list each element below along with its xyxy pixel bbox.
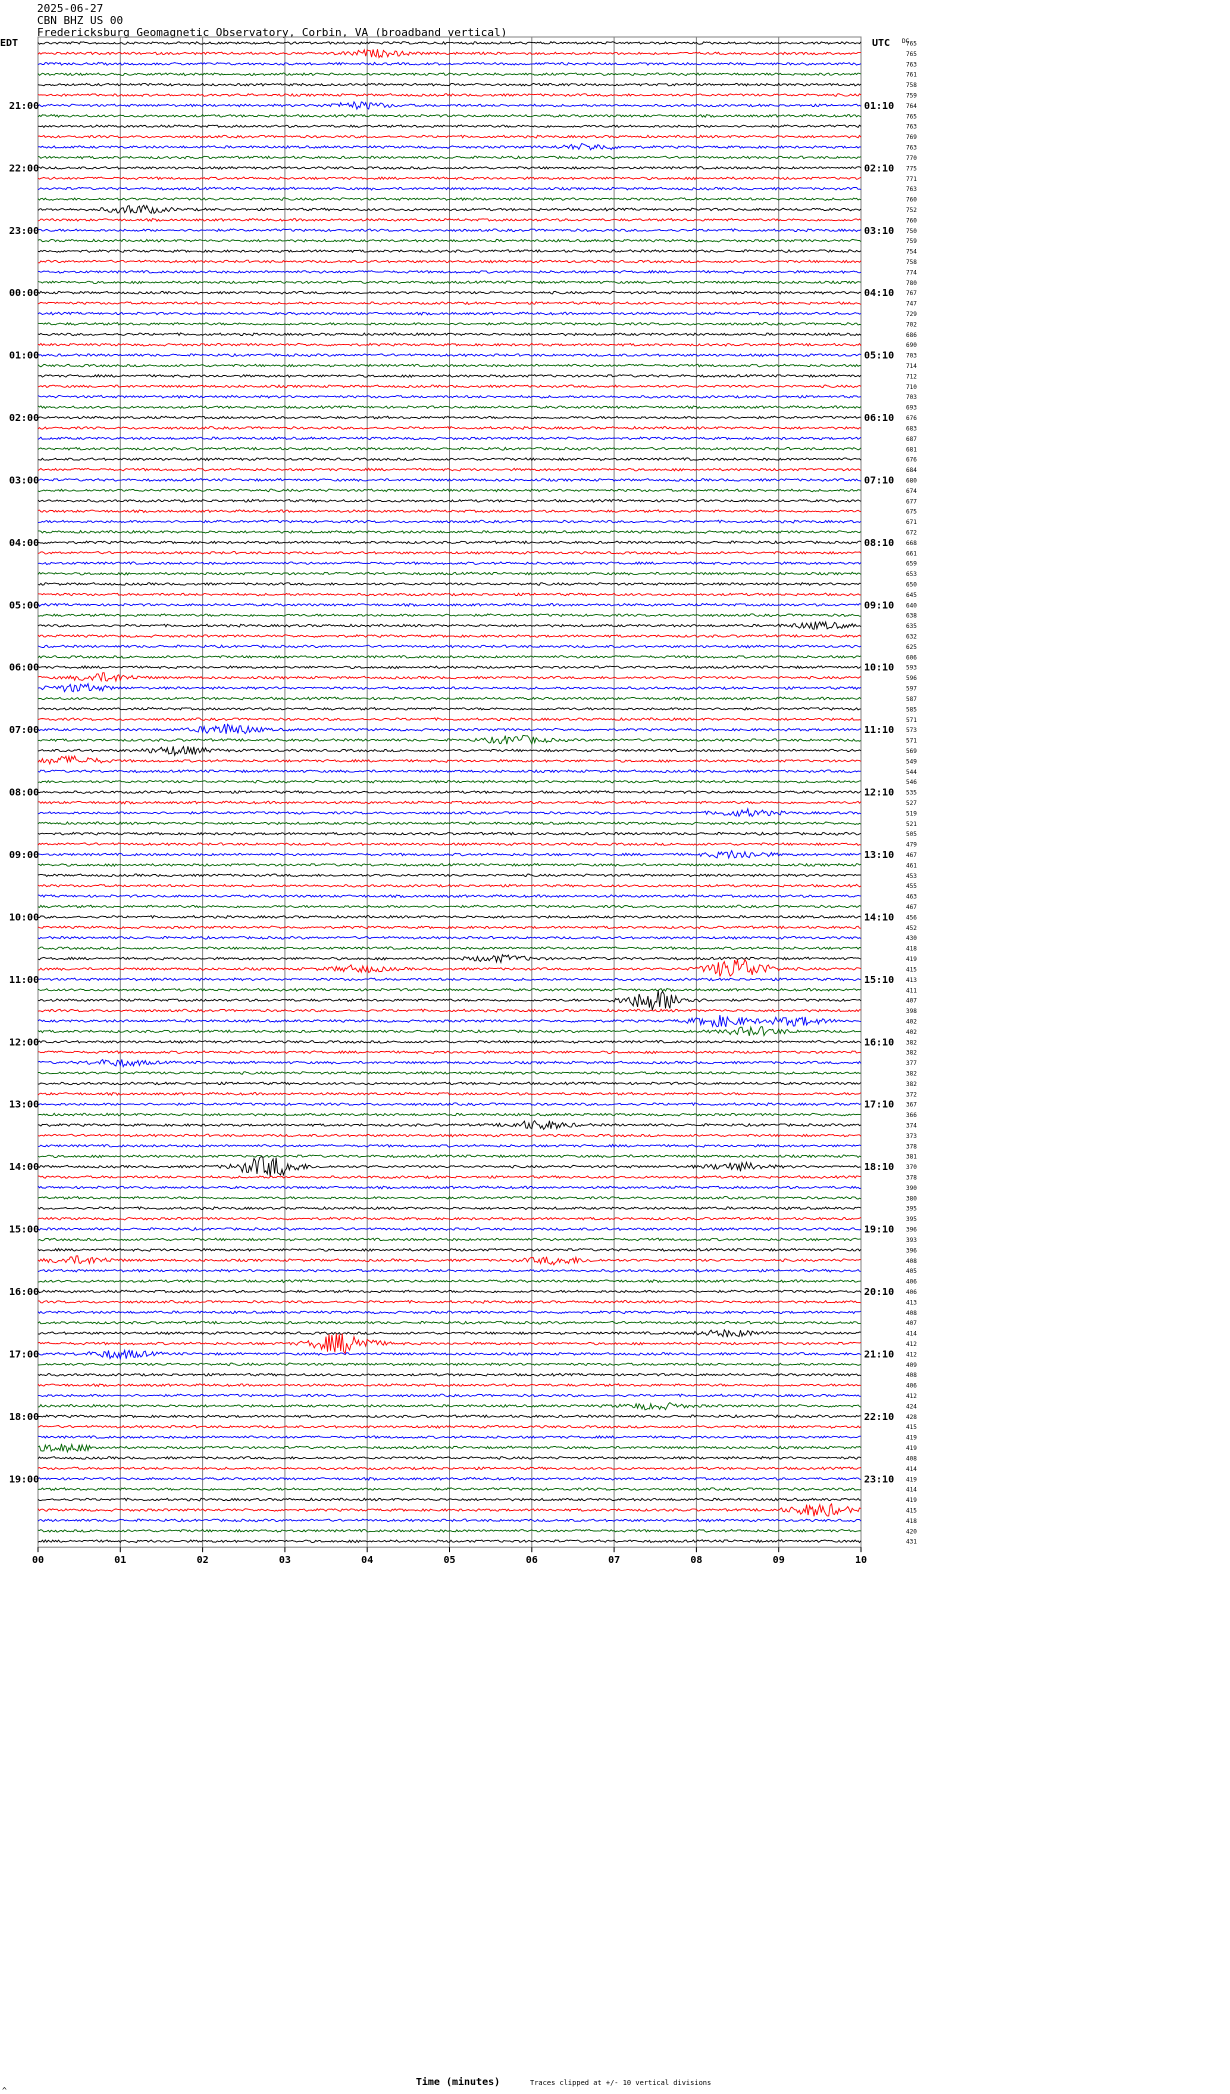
edt-hour-label: 16:00 [9,1286,40,1298]
utc-hour-label: 11:10 [864,725,895,737]
dc-offset-label: 680 [906,477,917,485]
dc-offset-label: 370 [906,1164,917,1172]
dc-offset-label: 378 [906,1174,917,1182]
dc-offset-label: 763 [906,123,917,131]
dc-offset-label: 424 [906,1403,917,1411]
dc-offset-label: 414 [906,1330,917,1338]
dc-offset-label: 754 [906,248,917,256]
x-tick-label: 09 [772,1555,785,1567]
dc-offset-label: 430 [906,935,917,943]
dc-offset-label: 396 [906,1226,917,1234]
dc-offset-label: 687 [906,435,917,443]
dc-offset-label: 760 [906,217,917,225]
dc-offset-label: 527 [906,799,917,807]
dc-offset-label: 382 [906,1080,917,1088]
dc-offset-label: 587 [906,695,917,703]
dc-offset-label: 758 [906,82,917,90]
dc-offset-label: 452 [906,924,917,932]
utc-hour-label: 22:10 [864,1411,895,1423]
x-tick-label: 02 [196,1555,209,1567]
dc-offset-label: 393 [906,1236,917,1244]
dc-offset-label: 675 [906,508,917,516]
dc-offset-label: 681 [906,446,917,454]
edt-hour-label: 23:00 [9,225,40,237]
dc-offset-label: 412 [906,1393,917,1401]
dc-offset-label: 411 [906,987,917,995]
utc-hour-label: 02:10 [864,163,895,175]
dc-offset-label: 765 [906,50,917,58]
x-tick-label: 01 [114,1555,127,1567]
station-label: CBN BHZ US 00 [37,14,124,27]
utc-hour-label: 06:10 [864,413,895,425]
dc-offset-label: 373 [906,1132,917,1140]
dc-offset-label: 573 [906,727,917,735]
dc-offset-label: 671 [906,519,917,527]
edt-hour-label: 00:00 [9,288,40,300]
dc-offset-label: 463 [906,893,917,901]
dc-offset-label: 414 [906,1486,917,1494]
dc-offset-label: 676 [906,415,917,423]
dc-offset-label: 415 [906,966,917,974]
dc-offset-label: 535 [906,789,917,797]
edt-hour-label: 08:00 [9,787,40,799]
dc-offset-label: 686 [906,331,917,339]
dc-offset-label: 419 [906,956,917,964]
x-axis-title: Time (minutes) [415,2077,501,2088]
dc-offset-label: 406 [906,1382,917,1390]
dc-offset-label: 703 [906,394,917,402]
dc-offset-label: 467 [906,852,917,860]
dc-offset-label: 653 [906,571,917,579]
utc-hour-label: 16:10 [864,1037,895,1049]
dc-offset-label: 409 [906,1361,917,1369]
dc-offset-label: 549 [906,758,917,766]
dc-offset-label: 413 [906,976,917,984]
dc-offset-label: 683 [906,425,917,433]
edt-hour-label: 07:00 [9,725,40,737]
dc-offset-label: 505 [906,831,917,839]
utc-hour-label: 17:10 [864,1099,895,1111]
dc-offset-label: 415 [906,1424,917,1432]
dc-offset-label: 367 [906,1101,917,1109]
edt-hour-label: 11:00 [9,974,40,986]
dc-offset-label: 414 [906,1465,917,1473]
left-timezone-label: EDT [0,38,19,49]
x-tick-label: 06 [525,1555,538,1567]
corner-mark: ^ [2,2086,7,2094]
dc-offset-label: 759 [906,238,917,246]
dc-offset-label: 467 [906,904,917,912]
dc-offset-label: 690 [906,342,917,350]
utc-hour-label: 01:10 [864,100,895,112]
dc-offset-label: 395 [906,1205,917,1213]
edt-hour-label: 03:00 [9,475,40,487]
dc-offset-label: 771 [906,175,917,183]
dc-offset-label: 431 [906,1538,917,1546]
edt-hour-label: 04:00 [9,537,40,549]
x-tick-label: 00 [31,1555,45,1567]
dc-offset-header: DC [902,38,910,45]
utc-hour-label: 19:10 [864,1224,895,1236]
dc-offset-label: 710 [906,383,917,391]
dc-offset-label: 420 [906,1528,917,1536]
edt-hour-label: 13:00 [9,1099,40,1111]
utc-hour-label: 13:10 [864,850,895,862]
utc-hour-label: 23:10 [864,1474,895,1486]
dc-offset-label: 650 [906,581,917,589]
edt-hour-label: 17:00 [9,1349,40,1361]
dc-offset-label: 419 [906,1434,917,1442]
dc-offset-label: 378 [906,1143,917,1151]
dc-offset-label: 374 [906,1122,917,1130]
clip-note: Traces clipped at +/- 10 vertical divisions [530,2079,712,2087]
edt-hour-label: 18:00 [9,1411,40,1423]
dc-offset-label: 407 [906,1320,917,1328]
dc-offset-label: 765 [906,113,917,121]
utc-hour-label: 09:10 [864,600,895,612]
axis-labels [0,38,917,2094]
edt-hour-label: 09:00 [9,850,40,862]
dc-offset-label: 390 [906,1184,917,1192]
dc-offset-label: 455 [906,883,917,891]
dc-offset-label: 593 [906,664,917,672]
utc-hour-label: 15:10 [864,974,895,986]
dc-offset-label: 569 [906,747,917,755]
dc-offset-label: 760 [906,196,917,204]
dc-offset-label: 674 [906,487,917,495]
edt-hour-label: 12:00 [9,1037,40,1049]
dc-offset-label: 456 [906,914,917,922]
dc-offset-label: 419 [906,1497,917,1505]
dc-offset-label: 419 [906,1445,917,1453]
dc-offset-label: 752 [906,206,917,214]
right-timezone-label: UTC [872,38,891,49]
utc-hour-label: 07:10 [864,475,895,487]
x-tick-label: 03 [278,1555,291,1567]
edt-hour-label: 10:00 [9,912,40,924]
dc-offset-label: 382 [906,1070,917,1078]
dc-offset-label: 645 [906,591,917,599]
dc-offset-label: 712 [906,373,917,381]
dc-offset-label: 461 [906,862,917,870]
dc-offset-label: 774 [906,269,917,277]
dc-offset-label: 406 [906,1288,917,1296]
x-tick-label: 10 [854,1555,868,1567]
utc-hour-label: 05:10 [864,350,895,362]
dc-offset-label: 763 [906,61,917,69]
dc-offset-label: 412 [906,1341,917,1348]
dc-offset-label: 750 [906,227,917,235]
dc-offset-label: 415 [906,1507,917,1515]
dc-offset-label: 638 [906,612,917,620]
dc-offset-label: 684 [906,467,917,475]
utc-hour-label: 10:10 [864,662,895,674]
dc-offset-label: 571 [906,737,917,745]
utc-hour-label: 03:10 [864,225,895,237]
dc-offset-label: 632 [906,633,917,641]
dc-offset-label: 398 [906,1008,917,1016]
dc-offset-label: 780 [906,279,917,287]
dc-offset-label: 395 [906,1216,917,1224]
edt-hour-label: 02:00 [9,413,40,425]
dc-offset-label: 714 [906,363,917,371]
dc-offset-label: 519 [906,810,917,818]
utc-hour-label: 04:10 [864,288,895,300]
utc-hour-label: 12:10 [864,787,895,799]
dc-offset-label: 380 [906,1195,917,1203]
utc-hour-label: 08:10 [864,537,895,549]
dc-offset-label: 479 [906,841,917,849]
edt-hour-label: 22:00 [9,163,40,175]
dc-offset-label: 640 [906,602,917,610]
dc-offset-label: 407 [906,997,917,1005]
dc-offset-label: 672 [906,529,917,537]
utc-hour-label: 20:10 [864,1286,895,1298]
edt-hour-label: 01:00 [9,350,40,362]
dc-offset-label: 729 [906,311,917,319]
dc-offset-label: 767 [906,290,917,298]
dc-offset-label: 405 [906,1268,917,1276]
edt-hour-label: 06:00 [9,662,40,674]
dc-offset-label: 677 [906,498,917,506]
dc-offset-label: 676 [906,456,917,464]
dc-offset-label: 521 [906,820,917,828]
dc-offset-label: 381 [906,1153,917,1161]
x-tick-label: 07 [608,1555,621,1567]
dc-offset-label: 769 [906,134,917,142]
dc-offset-label: 428 [906,1413,917,1421]
utc-hour-label: 21:10 [864,1349,895,1361]
dc-offset-label: 659 [906,560,917,568]
edt-hour-label: 05:00 [9,600,40,612]
dc-offset-label: 770 [906,154,917,162]
dc-offset-label: 419 [906,1476,917,1484]
site-label: Fredericksburg Geomagnetic Observatory, Corbin, VA (broadband vertical) [37,26,508,39]
dc-offset-label: 606 [906,654,917,662]
edt-hour-label: 14:00 [9,1162,40,1174]
dc-offset-label: 775 [906,165,917,173]
dc-offset-label: 408 [906,1455,917,1463]
dc-offset-label: 418 [906,945,917,953]
dc-offset-label: 408 [906,1372,917,1380]
dc-offset-label: 546 [906,779,917,787]
dc-offset-label: 765 [906,40,917,48]
utc-hour-label: 18:10 [864,1162,895,1174]
dc-offset-label: 402 [906,1028,917,1036]
dc-offset-label: 758 [906,258,917,266]
dc-offset-label: 382 [906,1039,917,1047]
dc-offset-label: 597 [906,685,917,693]
dc-offset-label: 408 [906,1257,917,1265]
dc-offset-label: 412 [906,1351,917,1359]
dc-offset-label: 571 [906,716,917,724]
dc-offset-label: 763 [906,186,917,194]
dc-offset-label: 693 [906,404,917,412]
dc-offset-label: 585 [906,706,917,714]
dc-offset-label: 625 [906,643,917,651]
dc-offset-label: 406 [906,1278,917,1286]
dc-offset-label: 661 [906,550,917,558]
dc-offset-label: 764 [906,102,917,110]
edt-hour-label: 21:00 [9,100,40,112]
edt-hour-label: 15:00 [9,1224,40,1236]
utc-hour-label: 14:10 [864,912,895,924]
dc-offset-label: 372 [906,1091,917,1099]
dc-offset-label: 703 [906,352,917,360]
x-tick-label: 08 [690,1555,703,1567]
time-grid [38,37,861,1552]
x-tick-label: 04 [361,1555,374,1567]
dc-offset-label: 702 [906,321,917,329]
dc-offset-label: 596 [906,675,917,683]
dc-offset-label: 402 [906,1018,917,1026]
date-label: 2025-06-27 [37,2,104,15]
dc-offset-label: 377 [906,1060,917,1068]
dc-offset-label: 366 [906,1112,917,1120]
dc-offset-label: 759 [906,92,917,100]
dc-offset-label: 413 [906,1299,917,1307]
dc-offset-label: 396 [906,1247,917,1255]
x-tick-label: 05 [443,1555,456,1567]
dc-offset-label: 408 [906,1309,917,1317]
dc-offset-label: 668 [906,539,917,547]
dc-offset-label: 453 [906,872,917,880]
dc-offset-label: 635 [906,623,917,631]
edt-hour-label: 19:00 [9,1474,40,1486]
dc-offset-label: 761 [906,71,917,79]
dc-offset-label: 763 [906,144,917,152]
dc-offset-label: 747 [906,300,917,308]
dc-offset-label: 382 [906,1049,917,1057]
dc-offset-label: 544 [906,768,917,776]
dc-offset-label: 418 [906,1517,917,1525]
